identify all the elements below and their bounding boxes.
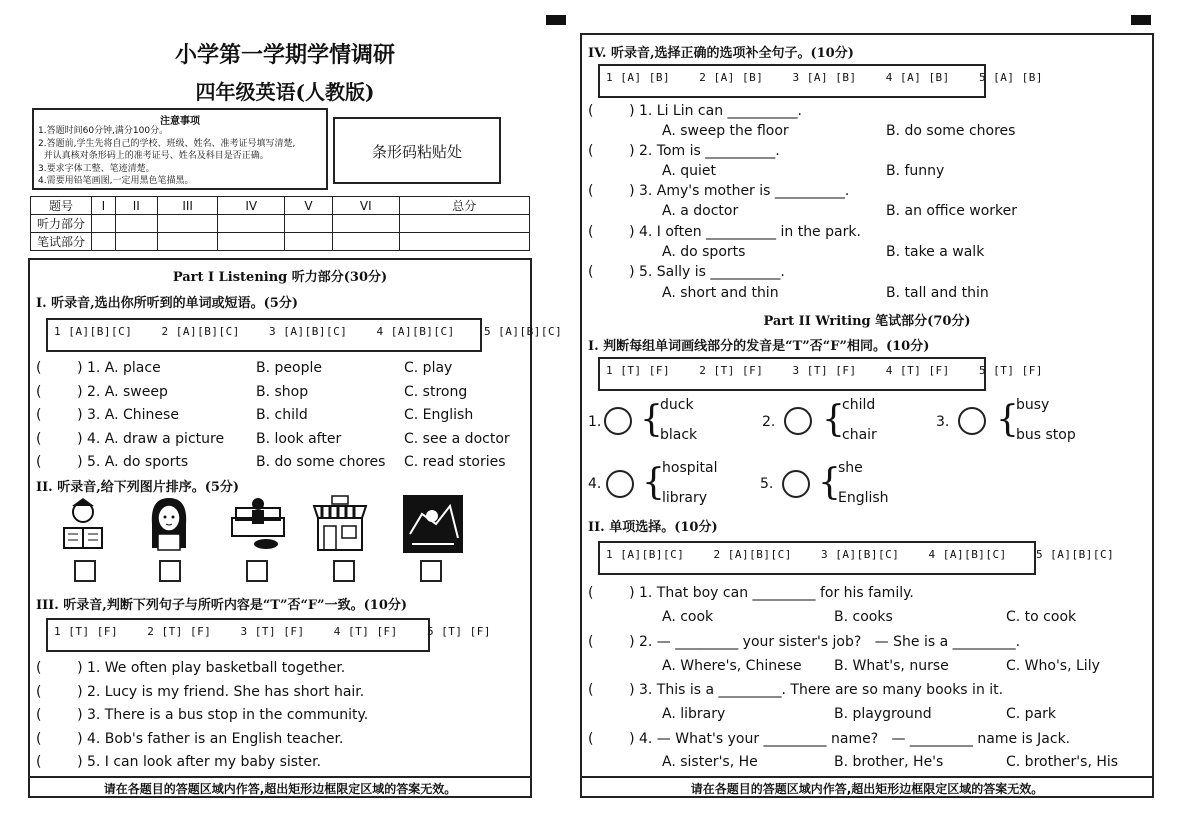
tf-sentence: ( ) 2. Lucy is my friend. She has short hair. — [36, 684, 365, 700]
registration-mark — [546, 15, 566, 25]
score-cell[interactable] — [399, 215, 530, 233]
question: ( ) 4. — What's your _________ name? — _________ name is Jack. — [588, 731, 1071, 747]
order-box[interactable] — [246, 560, 268, 582]
notice-lines — [38, 125, 295, 188]
bubble-group[interactable]: 3 [T] [F] — [240, 625, 305, 638]
option-b: B. take a walk — [886, 244, 985, 260]
right-footer-divider — [580, 776, 1154, 778]
brace-icon: { — [640, 399, 663, 440]
score-cell[interactable] — [333, 215, 399, 233]
option-c: C. English — [404, 407, 474, 423]
answer-circle[interactable] — [784, 407, 812, 435]
word-2: English — [838, 490, 889, 506]
order-box[interactable] — [159, 560, 181, 582]
word-1: child — [842, 397, 876, 413]
person-on-sofa-image — [228, 494, 288, 554]
part2-sec1-title: I. 判断每组单词画线部分的发音是“T”否“F”相同。(10分) — [588, 339, 930, 354]
score-table — [30, 196, 530, 251]
part2-sec2-title: II. 单项选择。(10分) — [588, 520, 718, 535]
bubble-group[interactable]: 4 [T] [F] — [333, 625, 398, 638]
score-header: 题号 — [31, 197, 92, 215]
score-cell[interactable] — [284, 215, 332, 233]
bubble-group[interactable]: 3 [T] [F] — [792, 364, 857, 377]
left-footer-note: 请在各题目的答题区域内作答,超出矩形边框限定区域的答案无效。 — [103, 782, 457, 796]
score-cell[interactable] — [92, 215, 116, 233]
option-b: B. people — [256, 360, 322, 376]
bubble-group[interactable]: 3 [A] [B] — [792, 71, 857, 84]
option-c: C. to cook — [1006, 609, 1077, 625]
bubble-group[interactable]: 3 [A][B][C] — [268, 325, 348, 338]
exam-title: 小学第一学期学情调研 — [174, 42, 395, 68]
option-c: C. strong — [404, 384, 468, 400]
score-row-label: 笔试部分 — [31, 233, 92, 251]
answer-circle[interactable] — [606, 470, 634, 498]
right-footer-note: 请在各题目的答题区域内作答,超出矩形边框限定区域的答案无效。 — [690, 782, 1044, 796]
part1-sec1-title: I. 听录音,选出你所听到的单词或短语。(5分) — [36, 296, 299, 311]
bubble-group[interactable]: 1 [T] [F] — [54, 625, 119, 638]
score-header: III — [157, 197, 218, 215]
question: ( ) 2. — _________ your sister's job? — She is a _________. — [588, 634, 1021, 650]
bubble-group[interactable]: 5 [A] [B] — [978, 71, 1044, 84]
word-2: chair — [842, 427, 877, 443]
barcode-label: 条形码粘贴处 — [371, 143, 462, 161]
group-number: 4. — [588, 476, 602, 492]
part1-sec3-title: III. 听录音,判断下列句子与所听内容是“T”否“F”一致。(10分) — [36, 598, 408, 613]
option-b: B. look after — [256, 431, 342, 447]
group-number: 2. — [762, 414, 776, 430]
option-a: A. library — [662, 706, 726, 722]
option-a: A. Where's, Chinese — [662, 658, 802, 674]
order-box[interactable] — [420, 560, 442, 582]
bubble-group[interactable]: 1 [A][B][C] — [54, 325, 133, 338]
option-c: C. brother's, His — [1006, 754, 1119, 770]
brace-icon: { — [996, 399, 1019, 440]
bubble-group[interactable]: 4 [A][B][C] — [928, 548, 1007, 561]
bubble-group[interactable]: 2 [A] [B] — [699, 71, 764, 84]
bubble-group[interactable]: 5 [T] [F] — [978, 364, 1044, 377]
notice-title: 注意事项 — [160, 116, 200, 127]
bubble-group[interactable]: 4 [T] [F] — [885, 364, 950, 377]
part2-sec1-bubbles[interactable] — [598, 357, 1044, 391]
score-row-label: 听力部分 — [31, 215, 92, 233]
answer-circle[interactable] — [604, 407, 632, 435]
bubble-group[interactable]: 1 [T] [F] — [606, 364, 671, 377]
bubble-group[interactable]: 3 [A][B][C] — [820, 548, 900, 561]
question: ( ) 1. Li Lin can __________. — [588, 103, 802, 119]
score-cell[interactable] — [399, 233, 530, 251]
question: ( ) 1. A. place — [36, 360, 161, 376]
word-2: library — [662, 490, 708, 506]
score-header: I — [92, 197, 116, 215]
bubble-group[interactable]: 5 [T] [F] — [426, 625, 492, 638]
question: ( ) 4. I often __________ in the park. — [588, 224, 861, 240]
answer-circle[interactable] — [782, 470, 810, 498]
word-1: she — [838, 460, 863, 476]
part1-sec4-bubbles[interactable] — [598, 64, 1044, 98]
option-c: C. see a doctor — [404, 431, 510, 447]
bubble-group[interactable]: 2 [T] [F] — [147, 625, 212, 638]
order-box[interactable] — [74, 560, 96, 582]
option-a: A. quiet — [662, 163, 716, 179]
part1-title: Part I Listening 听力部分(30分) — [172, 270, 388, 285]
question: ( ) 3. Amy's mother is __________. — [588, 183, 850, 199]
option-b: B. child — [256, 407, 308, 423]
shop-building-image — [312, 494, 368, 554]
option-a: A. short and thin — [662, 285, 779, 301]
score-cell[interactable] — [218, 215, 284, 233]
bubble-group[interactable]: 2 [T] [F] — [699, 364, 764, 377]
notice-box — [32, 108, 328, 190]
option-b: B. brother, He's — [834, 754, 944, 770]
tf-sentence: ( ) 1. We often play basketball together. — [36, 660, 346, 676]
brace-icon: { — [822, 399, 845, 440]
option-a: A. sweep the floor — [662, 123, 789, 139]
option-c: C. park — [1006, 706, 1057, 722]
question: ( ) 3. This is a _________. There are so many books in it. — [588, 682, 1004, 698]
notice-line: 4.需要用铅笔画图,一定用黑色笔描黑。 — [38, 176, 194, 186]
bubble-group[interactable]: 1 [A][B][C] — [606, 548, 685, 561]
option-a: A. cook — [662, 609, 714, 625]
question: ( ) 3. A. Chinese — [36, 407, 179, 423]
part1-sec1-bubbles[interactable] — [46, 318, 563, 352]
exam-subtitle: 四年级英语(人教版) — [195, 80, 375, 104]
tf-sentence: ( ) 4. Bob's father is an English teacher. — [36, 731, 344, 747]
registration-mark — [1131, 15, 1151, 25]
option-b: B. funny — [886, 163, 945, 179]
word-1: duck — [660, 397, 694, 413]
bubble-group[interactable]: 4 [A][B][C] — [376, 325, 455, 338]
score-cell[interactable] — [92, 233, 116, 251]
bubble-group[interactable]: 2 [A][B][C] — [713, 548, 792, 561]
tf-sentence: ( ) 3. There is a bus stop in the community. — [36, 707, 369, 723]
option-c: C. play — [404, 360, 453, 376]
question: ( ) 2. A. sweep — [36, 384, 168, 400]
question: ( ) 4. A. draw a picture — [36, 431, 225, 447]
option-b: B. do some chores — [256, 454, 386, 470]
option-a: A. do sports — [662, 244, 746, 260]
score-header: IV — [218, 197, 284, 215]
doctor-scene-image — [402, 494, 464, 554]
bubble-group[interactable]: 4 [A] [B] — [885, 71, 950, 84]
part2-title: Part II Writing 笔试部分(70分) — [763, 314, 971, 329]
score-cell[interactable] — [115, 233, 157, 251]
option-a: A. sister's, He — [662, 754, 758, 770]
option-b: B. playground — [834, 706, 932, 722]
notice-line: 2.答题前,学生先将自己的学校、班级、姓名、准考证号填写清楚, — [38, 138, 296, 149]
part1-sec4-title: IV. 听录音,选择正确的选项补全句子。(10分) — [588, 46, 854, 61]
question: ( ) 1. That boy can _________ for his family. — [588, 585, 914, 601]
order-box[interactable] — [333, 560, 355, 582]
option-b: B. tall and thin — [886, 285, 989, 301]
score-cell[interactable] — [115, 215, 157, 233]
score-cell[interactable] — [218, 233, 284, 251]
score-cell[interactable] — [157, 215, 218, 233]
group-number: 3. — [936, 414, 950, 430]
option-c: C. Who's, Lily — [1006, 658, 1100, 674]
word-2: bus stop — [1016, 427, 1076, 443]
group-number: 1. — [588, 414, 602, 430]
reading-boy-image — [58, 494, 108, 554]
score-cell[interactable] — [284, 233, 332, 251]
word-1: hospital — [662, 460, 718, 476]
option-c: C. read stories — [404, 454, 506, 470]
score-header: VI — [333, 197, 399, 215]
bubble-group[interactable]: 2 [A][B][C] — [161, 325, 240, 338]
answer-circle[interactable] — [958, 407, 986, 435]
word-2: black — [660, 427, 698, 443]
notice-line: 并认真核对条形码上的准考证号、姓名及科目是否正确。 — [38, 151, 269, 161]
word-1: busy — [1016, 397, 1050, 413]
score-header: V — [284, 197, 332, 215]
notice-line: 1.答题时间60分钟,满分100分。 — [38, 126, 169, 136]
barcode-area — [333, 117, 501, 184]
bubble-group[interactable]: 5 [A][B][C] — [1035, 548, 1115, 561]
score-cell[interactable] — [333, 233, 399, 251]
brace-icon: { — [818, 462, 841, 503]
group-number: 5. — [760, 476, 774, 492]
question: ( ) 5. A. do sports — [36, 454, 189, 470]
tf-sentence: ( ) 5. I can look after my baby sister. — [36, 754, 322, 770]
score-cell[interactable] — [157, 233, 218, 251]
option-b: B. shop — [256, 384, 309, 400]
question: ( ) 5. Sally is __________. — [588, 264, 785, 280]
option-b: B. do some chores — [886, 123, 1016, 139]
option-a: A. a doctor — [662, 203, 739, 219]
bubble-group[interactable]: 5 [A][B][C] — [483, 325, 563, 338]
option-b: B. cooks — [834, 609, 893, 625]
score-header: II — [115, 197, 157, 215]
part1-sec2-title: II. 听录音,给下列图片排序。(5分) — [36, 480, 240, 495]
question: ( ) 2. Tom is __________. — [588, 143, 780, 159]
part2-sec2-bubbles[interactable] — [598, 541, 1115, 575]
part1-sec3-bubbles[interactable] — [46, 618, 492, 652]
girl-portrait-image — [146, 494, 192, 554]
notice-line: 3.要求字体工整、笔迹清楚。 — [38, 163, 155, 174]
option-b: B. an office worker — [886, 203, 1018, 219]
bubble-group[interactable]: 1 [A] [B] — [606, 71, 671, 84]
score-header: 总分 — [399, 197, 530, 215]
left-footer-divider — [28, 776, 532, 778]
brace-icon: { — [642, 462, 665, 503]
option-b: B. What's, nurse — [834, 658, 949, 674]
